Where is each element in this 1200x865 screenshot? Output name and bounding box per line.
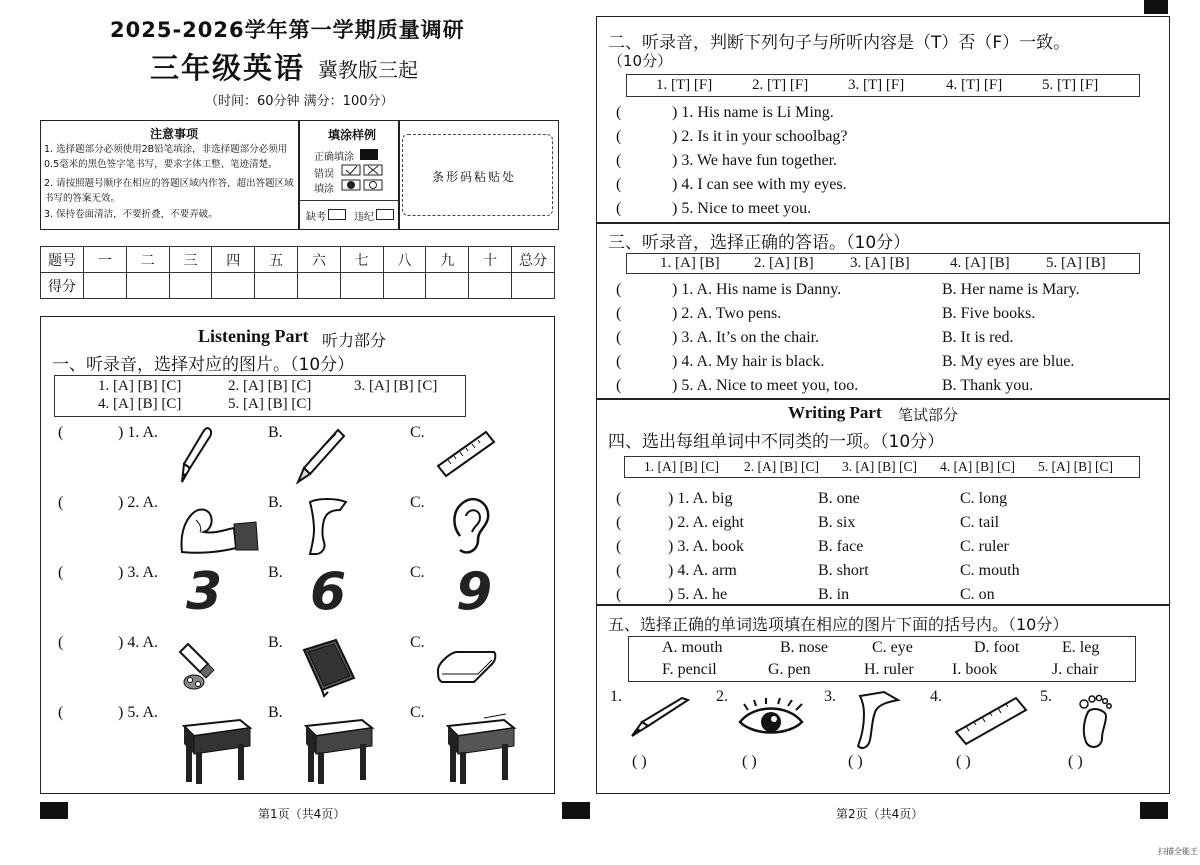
pencil-icon[interactable] — [296, 426, 346, 484]
section5-title: 五、选择正确的单词选项填在相应的图片下面的括号内。（10分） — [608, 615, 1069, 634]
word-option: A. mouth — [662, 639, 723, 656]
score-cell[interactable] — [426, 273, 469, 299]
answer-choice[interactable]: 4. [T] [F] — [946, 77, 1003, 93]
desk-icon[interactable] — [180, 716, 252, 784]
edition-label: 冀教版三起 — [318, 58, 418, 82]
score-row-label: 得分 — [41, 273, 84, 299]
listening-title-cn: 听力部分 — [322, 331, 387, 350]
answer-blank[interactable]: ( ) — [742, 753, 757, 770]
option-a: ) 1. A. His name is Danny. — [672, 281, 842, 298]
option-c-label: C. — [410, 704, 425, 721]
option-b-label: B. — [268, 634, 283, 651]
answer-paren[interactable]: ( — [616, 377, 622, 394]
score-cell[interactable] — [126, 273, 169, 299]
question-label: ) 4. A. — [118, 634, 158, 651]
option-c: C. ruler — [960, 538, 1009, 555]
section1-title: 一、听录音，选择对应的图片。（10分） — [52, 355, 355, 375]
absent-label: 缺考 — [306, 212, 326, 223]
item-number: 4. — [930, 688, 942, 705]
score-header: 八 — [383, 247, 426, 273]
option-b-label: B. — [268, 494, 283, 511]
answer-paren[interactable]: ( — [58, 634, 64, 651]
option-c-label: C. — [410, 494, 425, 511]
fill-correct-label: 正确填涂 — [314, 152, 354, 163]
option-b-label: B. — [268, 564, 283, 581]
exam-title: 2025-2026学年第一学期质量调研 — [110, 18, 465, 42]
section2-points: （10分） — [608, 52, 673, 70]
item-number: 5. — [1040, 688, 1052, 705]
question-text: ) 2. Is it in your schoolbag? — [672, 128, 848, 145]
answer-choice[interactable]: 1. [A] [B] [C] — [644, 459, 719, 474]
score-cell[interactable] — [212, 273, 255, 299]
option-b: B. My eyes are blue. — [942, 353, 1075, 370]
answer-blank[interactable]: ( ) — [632, 753, 647, 770]
answer-paren[interactable]: ( — [616, 562, 622, 579]
answer-paren[interactable]: ( — [58, 424, 64, 441]
item-number: 1. — [610, 688, 622, 705]
ruler-icon[interactable] — [954, 696, 1028, 746]
option-c: C. long — [960, 490, 1008, 507]
question-text: ) 4. I can see with my eyes. — [672, 176, 847, 193]
answer-paren[interactable]: ( — [616, 176, 622, 193]
option-b: B. short — [818, 562, 869, 579]
answer-paren[interactable]: ( — [616, 281, 622, 298]
score-header: 题号 — [41, 247, 84, 273]
page-left — [0, 0, 590, 865]
score-cell[interactable] — [469, 273, 512, 299]
score-cell[interactable] — [255, 273, 298, 299]
score-cell[interactable] — [383, 273, 426, 299]
question-text: ) 1. His name is Li Ming. — [672, 104, 834, 121]
score-header: 四 — [212, 247, 255, 273]
word-option: I. book — [952, 661, 998, 678]
arm-icon[interactable] — [176, 500, 260, 556]
number-nine[interactable]: 9 — [456, 562, 493, 622]
word-option: D. foot — [974, 639, 1020, 656]
fill-wrong-label: 错误 — [314, 169, 334, 180]
section3-title: 三、听录音，选择正确的答语。（10分） — [608, 233, 911, 253]
score-header: 总分 — [512, 247, 555, 273]
score-cell[interactable] — [340, 273, 383, 299]
answer-choice[interactable]: 5. [A] [B] [C] — [228, 396, 312, 412]
answer-choice[interactable]: 3. [A] [B] [C] — [354, 378, 438, 394]
score-cell[interactable] — [512, 273, 555, 299]
score-header: 二 — [126, 247, 169, 273]
answer-paren[interactable]: ( — [58, 704, 64, 721]
option-b: B. Five books. — [942, 305, 1036, 322]
option-a: ) 2. A. eight — [668, 514, 744, 531]
answer-choice[interactable]: 2. [T] [F] — [752, 77, 809, 93]
watermark: 扫描全能王 — [1158, 847, 1198, 856]
fill-wrong-samples — [342, 164, 386, 194]
score-header: 一 — [84, 247, 127, 273]
score-cell[interactable] — [297, 273, 340, 299]
score-header: 五 — [255, 247, 298, 273]
answer-paren[interactable]: ( — [616, 514, 622, 531]
notice-item: 2. 请按照题号顺序在相应的答题区域内作答，超出答题区域书写的答案无效。 — [44, 178, 294, 204]
score-cell[interactable] — [84, 273, 127, 299]
word-option: J. chair — [1052, 661, 1099, 678]
pencil-case-icon[interactable] — [434, 648, 498, 686]
option-c-label: C. — [410, 564, 425, 581]
answer-paren[interactable]: ( — [616, 586, 622, 603]
answer-choice[interactable]: 1. [A] [B] — [660, 255, 720, 271]
answer-paren[interactable]: ( — [616, 104, 622, 121]
corner-mark — [1140, 802, 1168, 819]
writing-title-cn: 笔试部分 — [898, 406, 959, 424]
violation-label: 违纪 — [354, 212, 374, 223]
score-header: 九 — [426, 247, 469, 273]
answer-blank[interactable]: ( ) — [1068, 753, 1083, 770]
option-c-label: C. — [410, 424, 425, 441]
word-option: B. nose — [780, 639, 828, 656]
answer-choice[interactable]: 4. [A] [B] [C] — [940, 459, 1015, 474]
eye-icon[interactable] — [736, 700, 806, 740]
writing-title-en: Writing Part — [788, 403, 882, 422]
page-footer: 第2页（共4页） — [836, 807, 924, 821]
option-a: ) 5. A. Nice to meet you, too. — [672, 377, 859, 394]
answer-choice[interactable]: 3. [A] [B] — [850, 255, 910, 271]
answer-choice[interactable]: 3. [A] [B] [C] — [842, 459, 917, 474]
option-c: C. tail — [960, 514, 1000, 531]
barcode-label: 条形码粘贴处 — [432, 170, 517, 184]
absent-box[interactable] — [328, 209, 346, 220]
option-c: C. mouth — [960, 562, 1020, 579]
option-a: ) 1. A. big — [668, 490, 733, 507]
answer-paren[interactable]: ( — [58, 564, 64, 581]
score-header: 十 — [469, 247, 512, 273]
answer-paren[interactable]: ( — [616, 353, 622, 370]
option-a: ) 4. A. arm — [668, 562, 737, 579]
pen-icon[interactable] — [172, 426, 214, 486]
option-a: ) 2. A. Two pens. — [672, 305, 782, 322]
subject-title: 三年级英语 — [150, 51, 306, 85]
option-a: ) 3. A. It’s on the chair. — [672, 329, 820, 346]
option-a: ) 4. A. My hair is black. — [672, 353, 825, 370]
word-option: C. eye — [872, 639, 913, 656]
answer-paren[interactable]: ( — [616, 152, 622, 169]
number-three[interactable]: 3 — [186, 562, 223, 622]
answer-choice[interactable]: 5. [T] [F] — [1042, 77, 1099, 93]
corner-mark — [1144, 0, 1168, 14]
desk-icon[interactable] — [444, 716, 516, 784]
option-b-label: B. — [268, 424, 283, 441]
ear-icon[interactable] — [448, 496, 494, 558]
question-label: ) 3. A. — [118, 564, 158, 581]
time-info: （时间：60分钟 满分：100分） — [205, 94, 394, 109]
score-cell[interactable] — [169, 273, 212, 299]
answer-choice[interactable]: 2. [A] [B] — [754, 255, 814, 271]
listening-title-en: Listening Part — [198, 326, 309, 346]
option-a: ) 3. A. book — [668, 538, 744, 555]
answer-choice[interactable]: 5. [A] [B] [C] — [1038, 459, 1113, 474]
option-b: B. in — [818, 586, 850, 603]
notice-item: 3. 保持卷面清洁，不要折叠，不要弄破。 — [44, 209, 218, 220]
answer-choice[interactable]: 1. [A] [B] [C] — [98, 378, 182, 394]
answer-paren[interactable]: ( — [616, 128, 622, 145]
notice-title: 注意事项 — [150, 127, 199, 141]
violation-box[interactable] — [376, 209, 394, 220]
option-b: B. face — [818, 538, 864, 555]
notice-item: 1. 选择题部分必须使用2B铅笔填涂，非选择题部分必须用0.5毫米的黑色签字笔书写，要求字体工整、笔迹清楚。 — [44, 144, 288, 170]
item-number: 2. — [716, 688, 728, 705]
corner-mark — [562, 802, 590, 819]
option-b: B. It is red. — [942, 329, 1014, 346]
answer-choice[interactable]: 1. [T] [F] — [656, 77, 713, 93]
question-label: ) 1. A. — [118, 424, 158, 441]
question-label: ) 2. A. — [118, 494, 158, 511]
question-label: ) 5. A. — [118, 704, 158, 721]
pen-icon[interactable] — [628, 696, 692, 740]
page-right — [596, 0, 1200, 865]
answer-paren[interactable]: ( — [616, 200, 622, 217]
answer-paren[interactable]: ( — [616, 490, 622, 507]
score-header: 七 — [340, 247, 383, 273]
question-text: ) 3. We have fun together. — [672, 152, 838, 169]
answer-choice[interactable]: 4. [A] [B] [C] — [98, 396, 182, 412]
leg-icon[interactable] — [854, 690, 904, 752]
word-option: G. pen — [768, 661, 811, 678]
page-footer: 第1页（共4页） — [258, 807, 346, 821]
book-icon[interactable] — [300, 636, 358, 698]
answer-choice[interactable]: 2. [A] [B] [C] — [228, 378, 312, 394]
fill-correct-sample — [360, 149, 378, 160]
option-b: B. Her name is Mary. — [942, 281, 1080, 298]
option-b-label: B. — [268, 704, 283, 721]
foot-icon[interactable] — [1074, 692, 1114, 750]
answer-choice[interactable]: 2. [A] [B] [C] — [744, 459, 819, 474]
option-b: B. Thank you. — [942, 377, 1034, 394]
score-header: 六 — [297, 247, 340, 273]
item-number: 3. — [824, 688, 836, 705]
corner-mark — [40, 802, 68, 819]
option-a: ) 5. A. he — [668, 586, 728, 603]
question-text: ) 5. Nice to meet you. — [672, 200, 812, 217]
answer-choice[interactable]: 5. [A] [B] — [1046, 255, 1106, 271]
score-table — [40, 246, 555, 299]
desk-icon[interactable] — [302, 716, 374, 784]
answer-paren[interactable]: ( — [616, 329, 622, 346]
section4-title: 四、选出每组单词中不同类的一项。（10分） — [608, 432, 945, 452]
fill-sample-title: 填涂样例 — [328, 128, 377, 142]
score-header: 三 — [169, 247, 212, 273]
answer-choice[interactable]: 4. [A] [B] — [950, 255, 1010, 271]
fill-fill-label: 填涂 — [314, 184, 334, 195]
answer-paren[interactable]: ( — [616, 305, 622, 322]
answer-paren[interactable]: ( — [58, 494, 64, 511]
leg-icon[interactable] — [302, 496, 354, 558]
option-b: B. six — [818, 514, 856, 531]
option-c: C. on — [960, 586, 995, 603]
section2-title: 二、听录音，判断下列句子与所听内容是（T）否（F）一致。 — [608, 33, 1071, 53]
word-option: E. leg — [1062, 639, 1100, 656]
answer-blank[interactable]: ( ) — [956, 753, 971, 770]
option-b: B. one — [818, 490, 860, 507]
number-six[interactable]: 6 — [310, 562, 347, 622]
paint-icon[interactable] — [178, 640, 222, 694]
ruler-icon[interactable] — [436, 428, 496, 478]
word-option: H. ruler — [864, 661, 914, 678]
answer-paren[interactable]: ( — [616, 538, 622, 555]
answer-choice[interactable]: 3. [T] [F] — [848, 77, 905, 93]
word-option: F. pencil — [662, 661, 717, 678]
answer-blank[interactable]: ( ) — [848, 753, 863, 770]
option-c-label: C. — [410, 634, 425, 651]
